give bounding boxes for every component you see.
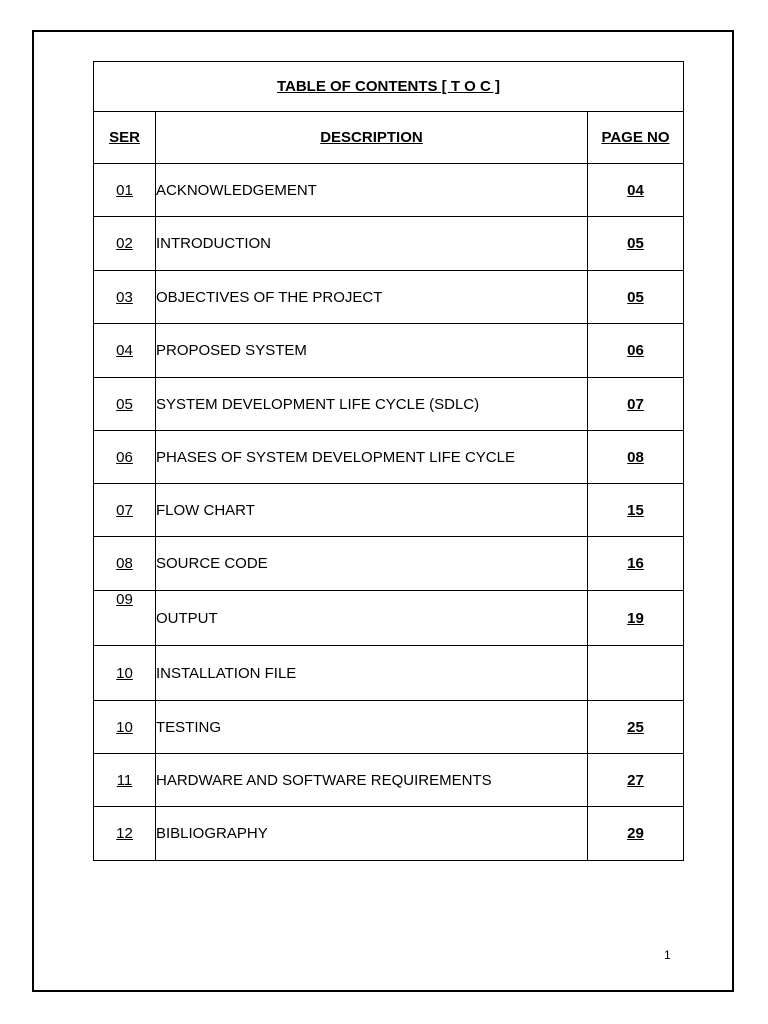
toc-table (93, 61, 684, 861)
row-description: OBJECTIVES OF THE PROJECT (156, 271, 588, 324)
page-number: 1 (664, 948, 671, 962)
header-ser: SER (94, 112, 156, 164)
row-ser: 12 (94, 807, 156, 861)
table-row (94, 324, 684, 378)
row-description: PHASES OF SYSTEM DEVELOPMENT LIFE CYCLE (156, 431, 588, 484)
row-page: 15 (587, 484, 683, 537)
row-page: 06 (587, 324, 683, 378)
row-page: 05 (587, 217, 683, 271)
row-ser: 07 (94, 484, 156, 537)
row-ser: 11 (94, 754, 156, 807)
toc-title-row (94, 62, 684, 112)
row-description: SOURCE CODE (156, 537, 588, 591)
row-ser: 03 (94, 271, 156, 324)
row-ser: 10 (94, 646, 156, 701)
toc-header-row (94, 112, 684, 164)
row-page: 29 (587, 807, 683, 861)
row-description: FLOW CHART (156, 484, 588, 537)
row-description: TESTING (156, 701, 588, 754)
table-row (94, 537, 684, 591)
row-page: 16 (587, 537, 683, 591)
table-row (94, 807, 684, 861)
row-page (587, 646, 683, 701)
table-row (94, 754, 684, 807)
row-ser: 08 (94, 537, 156, 591)
row-ser: 05 (94, 378, 156, 431)
table-row (94, 271, 684, 324)
toc-title: TABLE OF CONTENTS [ T O C ] (94, 62, 684, 112)
row-page: 07 (587, 378, 683, 431)
row-page: 08 (587, 431, 683, 484)
row-page: 25 (587, 701, 683, 754)
table-row (94, 164, 684, 217)
row-ser: 06 (94, 431, 156, 484)
row-ser: 10 (94, 701, 156, 754)
row-description: SYSTEM DEVELOPMENT LIFE CYCLE (SDLC) (156, 378, 588, 431)
row-description: INSTALLATION FILE (156, 646, 588, 701)
header-description: DESCRIPTION (156, 112, 588, 164)
row-page: 27 (587, 754, 683, 807)
row-description: OUTPUT (156, 591, 588, 646)
row-ser: 04 (94, 324, 156, 378)
row-description: PROPOSED SYSTEM (156, 324, 588, 378)
table-row (94, 701, 684, 754)
row-page: 19 (587, 591, 683, 646)
row-page: 05 (587, 271, 683, 324)
table-row (94, 646, 684, 701)
table-row (94, 431, 684, 484)
row-ser: 09 (94, 591, 156, 646)
table-row (94, 591, 684, 646)
header-page: PAGE NO (587, 112, 683, 164)
row-description: HARDWARE AND SOFTWARE REQUIREMENTS (156, 754, 588, 807)
table-row (94, 217, 684, 271)
row-description: BIBLIOGRAPHY (156, 807, 588, 861)
row-ser: 01 (94, 164, 156, 217)
row-ser: 02 (94, 217, 156, 271)
row-description: INTRODUCTION (156, 217, 588, 271)
table-row (94, 484, 684, 537)
row-description: ACKNOWLEDGEMENT (156, 164, 588, 217)
row-page: 04 (587, 164, 683, 217)
table-row (94, 378, 684, 431)
